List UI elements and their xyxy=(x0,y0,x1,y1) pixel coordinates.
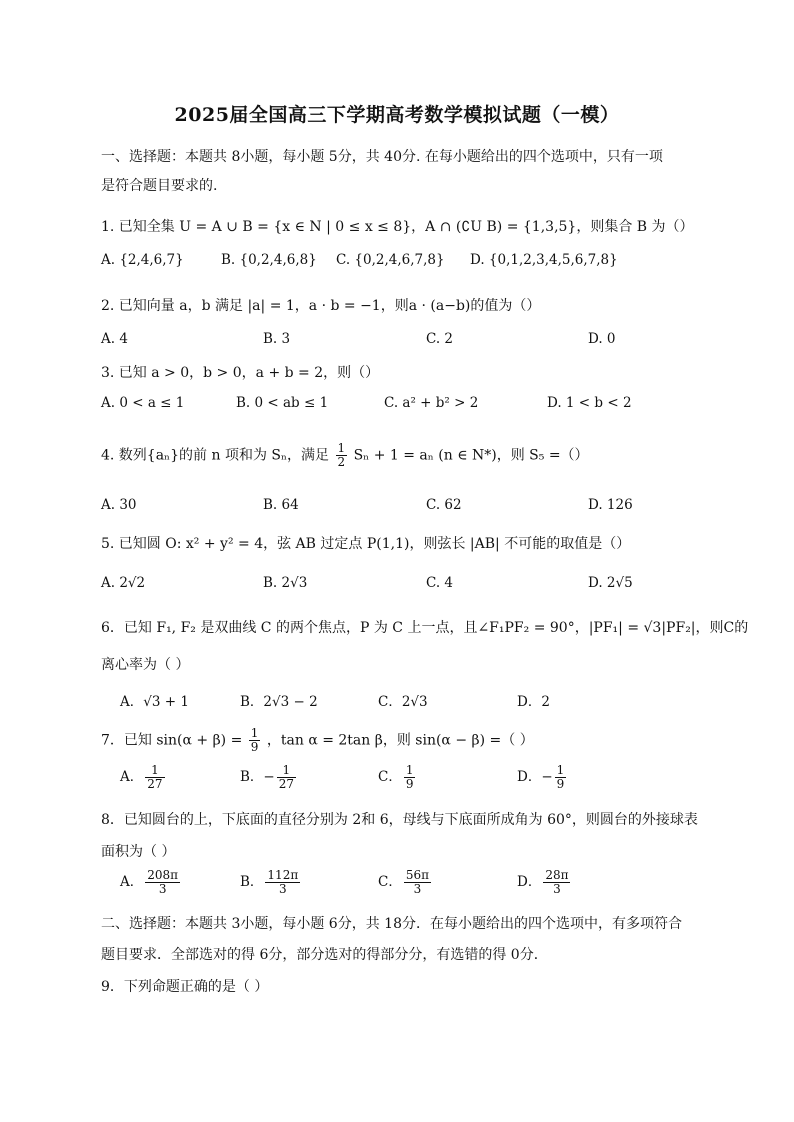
question-8-option-a-denominator: 3 xyxy=(158,882,167,896)
question-7-option-a-numerator: 1 xyxy=(145,764,164,778)
question-8-option-d-denominator: 3 xyxy=(553,882,561,896)
question-8-option-b-label: B． xyxy=(240,874,264,890)
section2-instructions-line2: 题目要求．全部选对的得 6分，部分选对的得部分分，有选错的得 0分． xyxy=(101,947,548,963)
question-3-option-b: B. 0 < ab ≤ 1 xyxy=(236,395,329,411)
question-8-stem-line1: 8．已知圆台的上，下底面的直径分别为 2和 6，母线与下底面所成角为 60°，则圆台的外接球表 xyxy=(101,812,698,828)
question-7-option-a xyxy=(120,764,167,791)
question-4-stem-part1: 4. 数列{aₙ}的前 n 项和为 Sₙ，满足 xyxy=(101,447,330,464)
question-1-option-a: A. {2,4,6,7} xyxy=(101,252,184,268)
question-7-stem-part2: ，tan α = 2tan β，则 sin(α − β) =（ ） xyxy=(266,732,534,749)
question-8-option-c-denominator: 3 xyxy=(413,882,422,896)
question-7-fraction-denominator: 9 xyxy=(250,740,259,754)
question-4-fraction-numerator: 1 xyxy=(337,441,346,455)
question-6-option-a: A．√3 + 1 xyxy=(120,694,189,710)
question-4-fraction xyxy=(336,442,348,469)
question-7-fraction xyxy=(249,727,261,754)
question-6-stem-line2: 离心率为（ ） xyxy=(101,657,190,673)
question-7-option-a-fraction xyxy=(145,764,164,791)
question-6-option-c: C．2√3 xyxy=(378,694,428,710)
section1-instructions-line1: 一、选择题：本题共 8小题，每小题 5分，共 40分. 在每小题给出的四个选项中，只有一项 xyxy=(101,149,663,165)
question-7-option-d-label: D． xyxy=(517,769,542,785)
question-8-option-d-label: D． xyxy=(517,874,542,890)
question-8-option-b-fraction xyxy=(265,869,300,896)
question-2-stem: 2. 已知向量 a，b 满足 |a| = 1，a · b = −1，则a · (a−b)的值为（） xyxy=(101,298,541,314)
question-7-option-b-numerator: 1 xyxy=(277,764,296,778)
question-8-option-a-fraction xyxy=(145,869,180,896)
question-2-option-a: A. 4 xyxy=(101,331,128,347)
question-8-option-b-numerator: 112π xyxy=(267,868,299,882)
question-2-option-b: B. 3 xyxy=(263,331,291,347)
question-8-option-a xyxy=(120,869,182,896)
question-7-option-c-fraction xyxy=(404,764,416,791)
question-8-option-b xyxy=(240,869,302,896)
question-3-option-c: C. a² + b² > 2 xyxy=(384,395,479,411)
question-7-fraction-numerator: 1 xyxy=(250,726,259,740)
question-6-option-d: D．2 xyxy=(517,694,550,710)
section2-instructions-line1: 二、选择题：本题共 3小题，每小题 6分，共 18分．在每小题给出的四个选项中，有多项符合 xyxy=(101,916,682,932)
question-7-option-a-label: A． xyxy=(120,769,144,785)
question-4-option-b: B. 64 xyxy=(263,497,299,513)
question-3-option-d: D. 1 < b < 2 xyxy=(547,395,632,411)
question-8-option-a-numerator: 208π xyxy=(147,868,179,882)
question-7-option-c xyxy=(378,764,417,791)
question-8-option-d xyxy=(517,869,572,896)
question-3-stem: 3. 已知 a > 0，b > 0，a + b = 2，则（） xyxy=(101,365,380,381)
question-8-option-c-label: C． xyxy=(378,874,402,890)
question-7-option-b-label: B． xyxy=(240,769,264,785)
question-7-option-c-denominator: 9 xyxy=(405,777,414,791)
question-1-option-b: B. {0,2,4,6,8} xyxy=(221,252,317,268)
question-7-option-c-label: C． xyxy=(378,769,402,785)
question-8-option-d-numerator: 28π xyxy=(545,868,569,882)
question-4-option-a: A. 30 xyxy=(101,497,137,513)
question-4-stem xyxy=(101,442,589,469)
question-7-option-d xyxy=(517,764,568,791)
question-5-option-d: D. 2√5 xyxy=(588,575,633,591)
question-7-option-b-denominator: 27 xyxy=(278,777,295,791)
question-9-stem: 9．下列命题正确的是（ ） xyxy=(101,979,269,995)
question-4-option-c: C. 62 xyxy=(426,497,462,513)
question-4-option-d: D. 126 xyxy=(588,497,633,513)
question-2-option-c: C. 2 xyxy=(426,331,454,347)
question-1-option-d: D. {0,1,2,3,4,5,6,7,8} xyxy=(470,252,618,268)
question-5-stem: 5. 已知圆 O: x² + y² = 4，弦 AB 过定点 P(1,1)，则弦长 |AB| 不可能的取值是（） xyxy=(101,536,631,552)
section1-instructions-line2: 是符合题目要求的. xyxy=(101,178,218,194)
question-7-option-d-fraction xyxy=(555,764,567,791)
question-8-option-d-fraction xyxy=(543,869,570,896)
question-7-option-b xyxy=(240,764,298,791)
question-5-option-a: A. 2√2 xyxy=(101,575,146,591)
question-7-option-d-denominator: 9 xyxy=(556,777,565,791)
question-7-option-a-denominator: 27 xyxy=(147,777,163,791)
question-8-option-c-numerator: 56π xyxy=(405,868,429,882)
page-title: 2025届全国高三下学期高考数学模拟试题（一模） xyxy=(174,104,620,126)
question-6-option-b: B．2√3 − 2 xyxy=(240,694,318,710)
question-7-stem-part1: 7．已知 sin(α + β) = xyxy=(101,732,243,749)
question-8-option-c xyxy=(378,869,433,896)
question-5-option-c: C. 4 xyxy=(426,575,454,591)
question-7-option-b-sign: − xyxy=(263,769,275,785)
question-6-stem-line1: 6．已知 F₁, F₂ 是双曲线 C 的两个焦点，P 为 C 上一点，且∠F₁PF₂ = 90°，|PF₁| = √3|PF₂|，则C的 xyxy=(101,620,749,636)
question-7-option-c-numerator: 1 xyxy=(405,763,414,777)
question-7-option-b-fraction xyxy=(277,764,296,791)
question-4-fraction-denominator: 2 xyxy=(337,455,346,469)
question-8-option-c-fraction xyxy=(404,869,431,896)
question-8-option-a-label: A． xyxy=(120,874,144,890)
question-3-option-a: A. 0 < a ≤ 1 xyxy=(101,395,185,411)
question-8-stem-line2: 面积为（ ） xyxy=(101,844,176,860)
question-8-option-b-denominator: 3 xyxy=(279,882,287,896)
question-7-option-d-sign: − xyxy=(541,769,553,785)
question-1-option-c: C. {0,2,4,6,7,8} xyxy=(336,252,445,268)
question-7-stem xyxy=(101,727,534,754)
question-4-stem-part2: Sₙ + 1 = aₙ (n ∈ N*)，则 S₅ =（） xyxy=(353,447,589,464)
question-7-option-d-numerator: 1 xyxy=(556,763,565,777)
question-1-stem: 1. 已知全集 U = A ∪ B = {x ∈ N | 0 ≤ x ≤ 8}，A ∩ (∁U B) = {1,3,5}，则集合 B 为（） xyxy=(101,219,694,235)
question-5-option-b: B. 2√3 xyxy=(263,575,308,591)
question-2-option-d: D. 0 xyxy=(588,331,616,347)
